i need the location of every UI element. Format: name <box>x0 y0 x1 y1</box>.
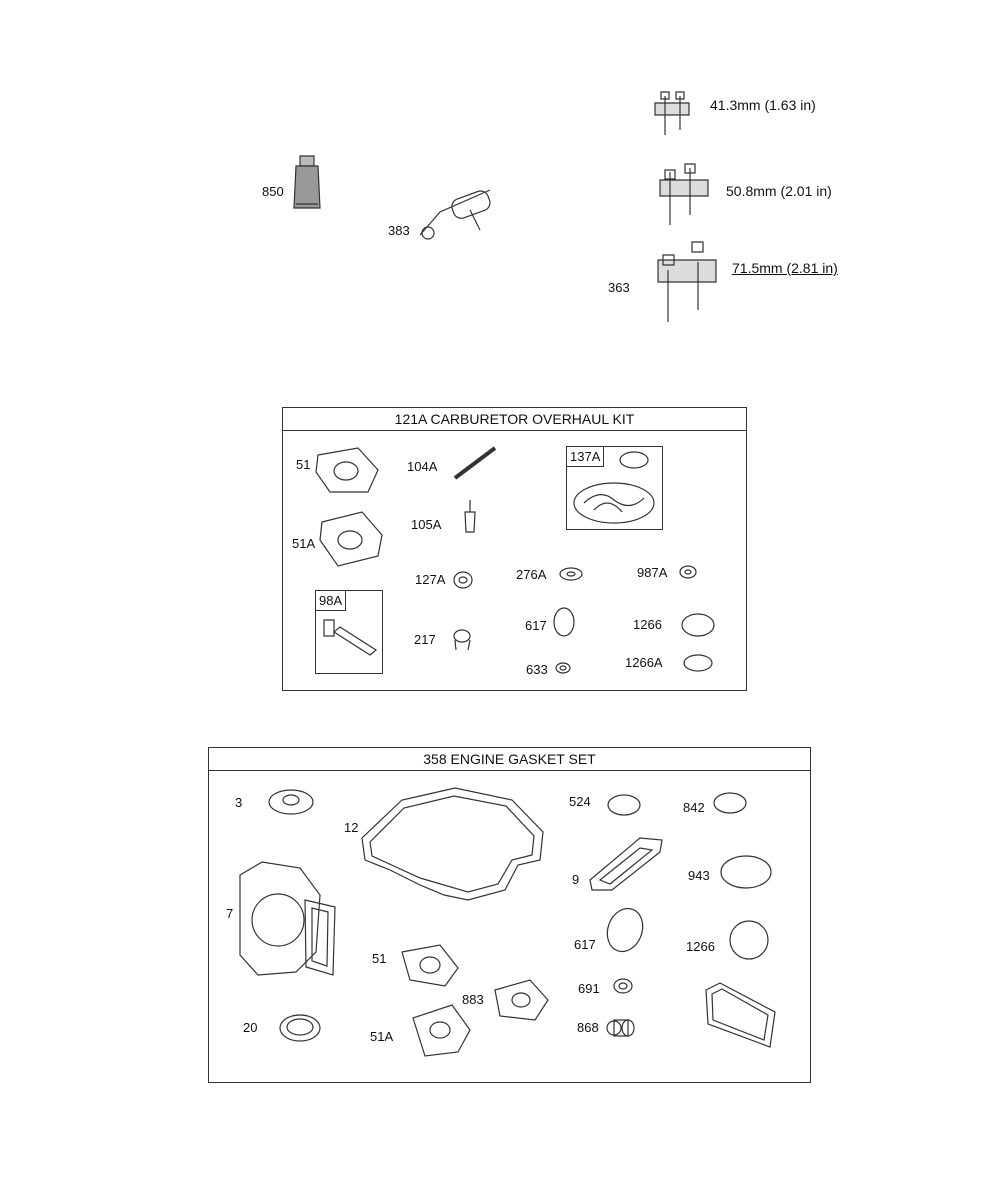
sealant-tube-icon <box>294 156 320 208</box>
part-label-883: 883 <box>462 992 484 1007</box>
part-label-20: 20 <box>243 1020 258 1035</box>
part-label-51A-eng: 51A <box>370 1029 394 1044</box>
part-label-51: 51 <box>296 457 311 472</box>
subkit-98A-tag: 98A <box>316 591 346 611</box>
part-label-691: 691 <box>578 981 600 996</box>
part-label-276A: 276A <box>516 567 547 582</box>
part-label-987A: 987A <box>637 565 668 580</box>
part-label-842: 842 <box>683 800 705 815</box>
part-label-105A: 105A <box>411 517 442 532</box>
part-label-868: 868 <box>577 1020 599 1035</box>
part-label-9: 9 <box>572 872 580 887</box>
subkit-137A-box <box>566 446 663 530</box>
part-label-51A: 51A <box>292 536 316 551</box>
part-label-104A: 104A <box>407 459 438 474</box>
subkit-137A-tag: 137A <box>567 447 604 467</box>
part-label-617-eng: 617 <box>574 937 596 952</box>
valve-tool-icon <box>420 189 492 239</box>
part-label-7: 7 <box>226 906 234 921</box>
part-label-51-eng: 51 <box>372 951 387 966</box>
part-label-383: 383 <box>388 223 410 238</box>
part-label-633: 633 <box>526 662 548 677</box>
part-label-217: 217 <box>414 632 436 647</box>
dimension-41mm: 41.3mm (1.63 in) <box>710 97 816 113</box>
part-label-127A: 127A <box>415 572 446 587</box>
part-label-1266: 1266 <box>633 617 662 632</box>
part-label-12: 12 <box>344 820 359 835</box>
dimension-71mm: 71.5mm (2.81 in) <box>732 260 838 276</box>
part-label-524: 524 <box>569 794 591 809</box>
engine-gasket-title: 358 ENGINE GASKET SET <box>209 748 810 771</box>
part-label-1266-eng: 1266 <box>686 939 715 954</box>
part-label-943: 943 <box>688 868 710 883</box>
subkit-98A-box <box>315 590 383 674</box>
part-label-617: 617 <box>525 618 547 633</box>
bracket-large-icon <box>658 242 716 322</box>
part-label-3: 3 <box>235 795 243 810</box>
engine-gasket-panel <box>208 747 811 1083</box>
part-label-363: 363 <box>608 280 630 295</box>
carburetor-kit-title: 121A CARBURETOR OVERHAUL KIT <box>283 408 746 431</box>
dimension-50mm: 50.8mm (2.01 in) <box>726 183 832 199</box>
bracket-medium-icon <box>660 164 708 225</box>
part-label-1266A: 1266A <box>625 655 663 670</box>
bracket-small-icon <box>655 92 689 135</box>
part-label-850: 850 <box>262 184 284 199</box>
